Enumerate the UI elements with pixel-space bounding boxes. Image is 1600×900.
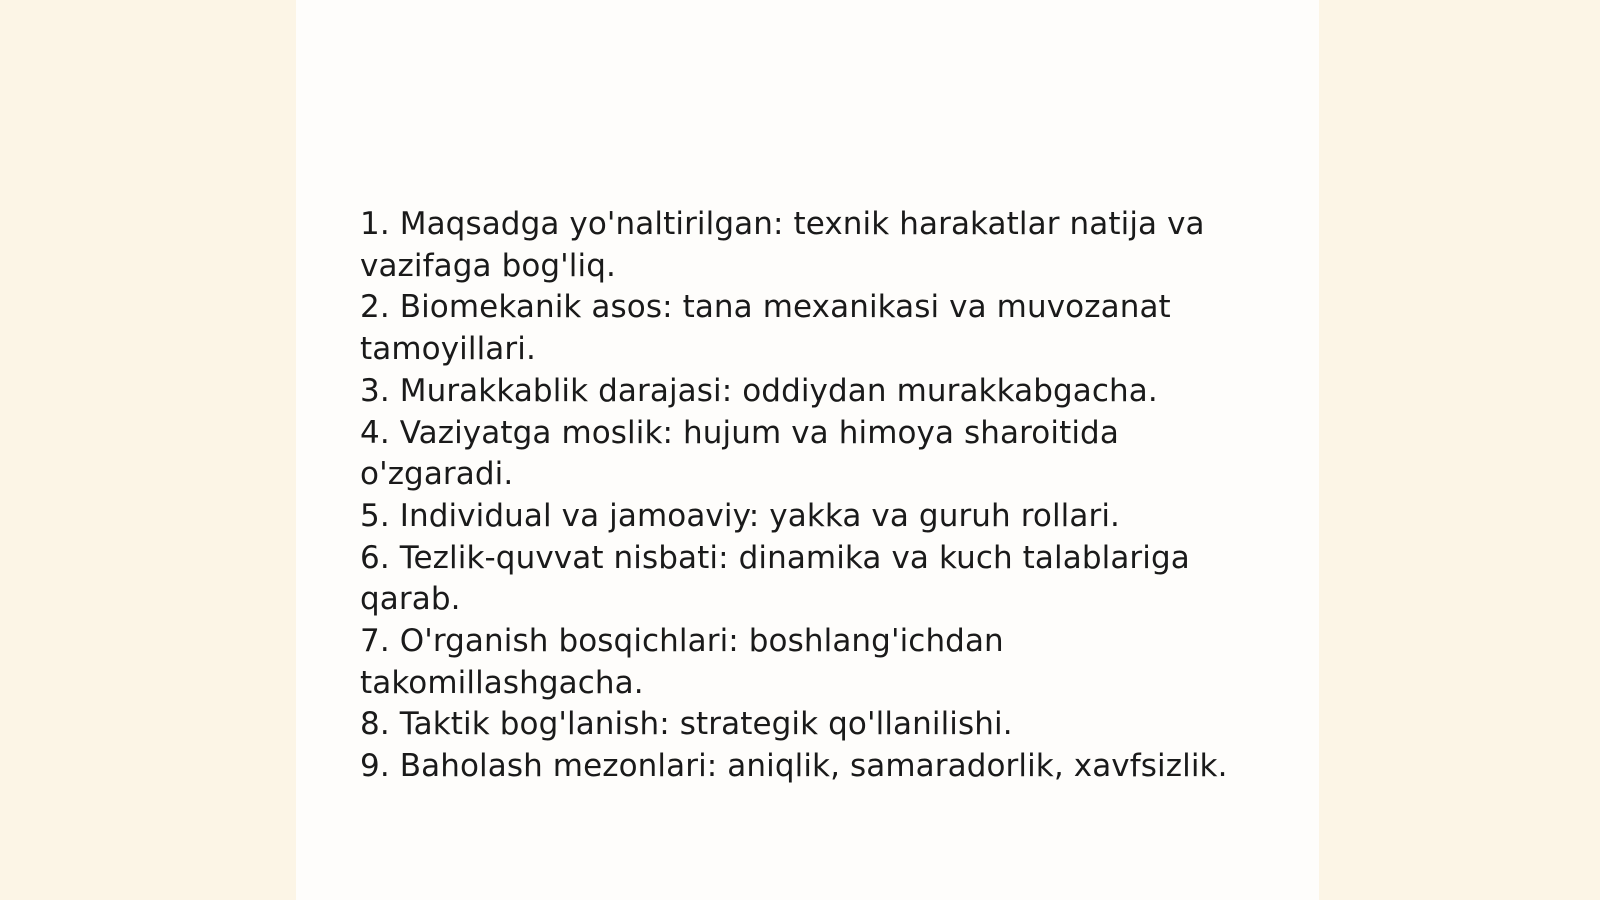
list-item: 9. Baholash mezonlari: aniqlik, samaradorlik, xavfsizlik. — [360, 748, 1228, 785]
list-item: 5. Individual va jamoaviy: yakka va guruh rollari. — [360, 497, 1121, 534]
list-item: 1. Maqsadga yo'naltirilgan: texnik harakatlar natija va vazifaga bog'liq. — [360, 206, 1205, 284]
list-item: 2. Biomekanik asos: tana mexanikasi va muvozanat tamoyillari. — [360, 289, 1171, 368]
list-item: 8. Taktik bog'lanish: strategik qo'llanilishi. — [360, 706, 1013, 743]
list-item: 6. Tezlik-quvvat nisbati: dinamika va kuch talablariga qarab. — [360, 539, 1190, 618]
list-item: 3. Murakkablik darajasi: oddiydan murakkabgacha. — [360, 372, 1158, 409]
list-item: 4. Vaziyatga moslik: hujum va himoya sharoitida o'zgaradi. — [360, 414, 1119, 493]
list-item: 7. O'rganish bosqichlari: boshlang'ichdan takomillashgacha. — [360, 623, 1004, 701]
numbered-list — [360, 204, 1260, 788]
slide — [296, 0, 1319, 900]
